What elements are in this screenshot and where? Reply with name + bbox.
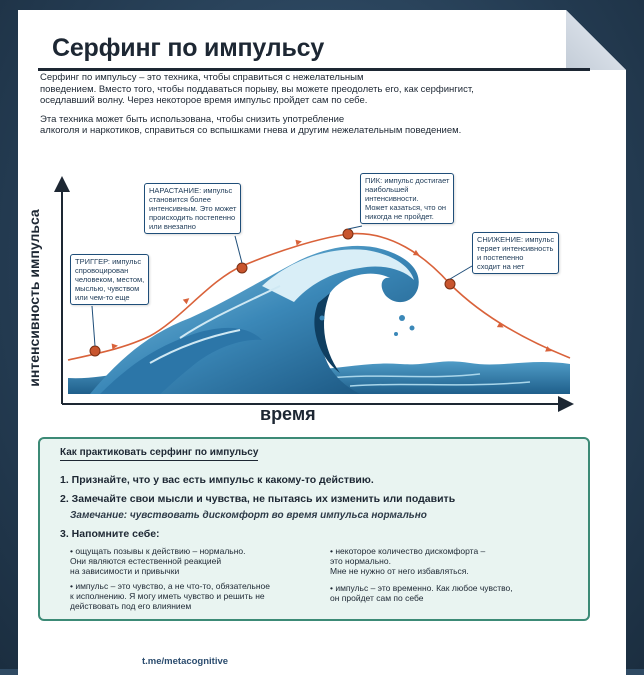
intro-text: [40, 72, 560, 144]
title-underline: [38, 68, 590, 71]
connector-peak: [348, 226, 362, 229]
reminder-item: • некоторое количество дискомфорта – это нормально. Мне не нужно от него избавляться.: [330, 546, 486, 576]
stage-box-decline: СНИЖЕНИЕ: импульс теряет интенсивность и постепенно сходит на нет: [472, 232, 559, 274]
practice-panel: [38, 437, 590, 621]
stage-marker-peak: [343, 229, 353, 239]
stage-box-peak: ПИК: импульс достигает наибольшей интенсивности. Может казаться, что он никогда не пройдет.: [360, 173, 454, 224]
stage-box-rising: НАРАСТАНИЕ: импульс становится более интенсивным. Это может происходить постепенно или внезапно: [144, 183, 241, 234]
stage-marker-trigger: [90, 346, 100, 356]
step-2-note: Замечание: чувствовать дискомфорт во время импульса нормально: [70, 510, 427, 521]
stage-box-trigger: ТРИГГЕР: импульс спровоцирован человеком, местом, мыслью, чувством или чем-то еще: [70, 254, 149, 305]
page-title: Серфинг по импульсу: [52, 34, 325, 62]
water-droplet: [320, 316, 325, 321]
telegram-link[interactable]: t.me/metacognitive: [142, 656, 229, 667]
step-3: 3. Напомните себе:: [60, 528, 160, 540]
reminder-item: • ощущать позывы к действию – нормально. Они являются естественной реакцией на зависимости и привычки: [70, 546, 246, 576]
reminder-item: • импульс – это временно. Как любое чувство, он пройдет сам по себе: [330, 583, 513, 603]
connector-rising: [235, 236, 242, 263]
connector-trigger: [92, 306, 95, 346]
water-droplet: [394, 332, 398, 336]
intro-paragraph-2: Эта техника может быть использована, чтобы снизить употребление алкоголя и наркотиков, справиться со вспышками гнева и другим нежелательным поведением.: [40, 113, 462, 136]
connector-decline: [450, 266, 472, 279]
water-droplet: [410, 326, 415, 331]
curve-arrow: [183, 296, 191, 304]
step-2: 2. Замечайте свои мысли и чувства, не пытаясь их изменить или подавить: [60, 493, 456, 505]
stage-marker-decline: [445, 279, 455, 289]
stage-marker-rising: [237, 263, 247, 273]
reminder-item: • импульс – это чувство, а не что-то, обязательное к исполнению. Я могу иметь чувство и решить не действовать под его влиянием: [70, 581, 270, 611]
intro-paragraph-1: Серфинг по импульсу – это техника, чтобы справиться с нежелательным поведением. Вместо того, чтобы поддаваться порыву, вы можете преодолеть его, как серфингист, оседлавший волну. Через некоторое время импульс пройдет сам по себе.: [40, 72, 474, 106]
x-axis-label: время: [260, 404, 316, 424]
practice-heading: Как практиковать серфинг по импульсу: [60, 447, 258, 461]
y-axis-label: интенсивность импульса: [26, 209, 42, 387]
water-droplet: [399, 315, 405, 321]
step-1: 1. Признайте, что у вас есть импульс к какому-то действию.: [60, 474, 374, 486]
